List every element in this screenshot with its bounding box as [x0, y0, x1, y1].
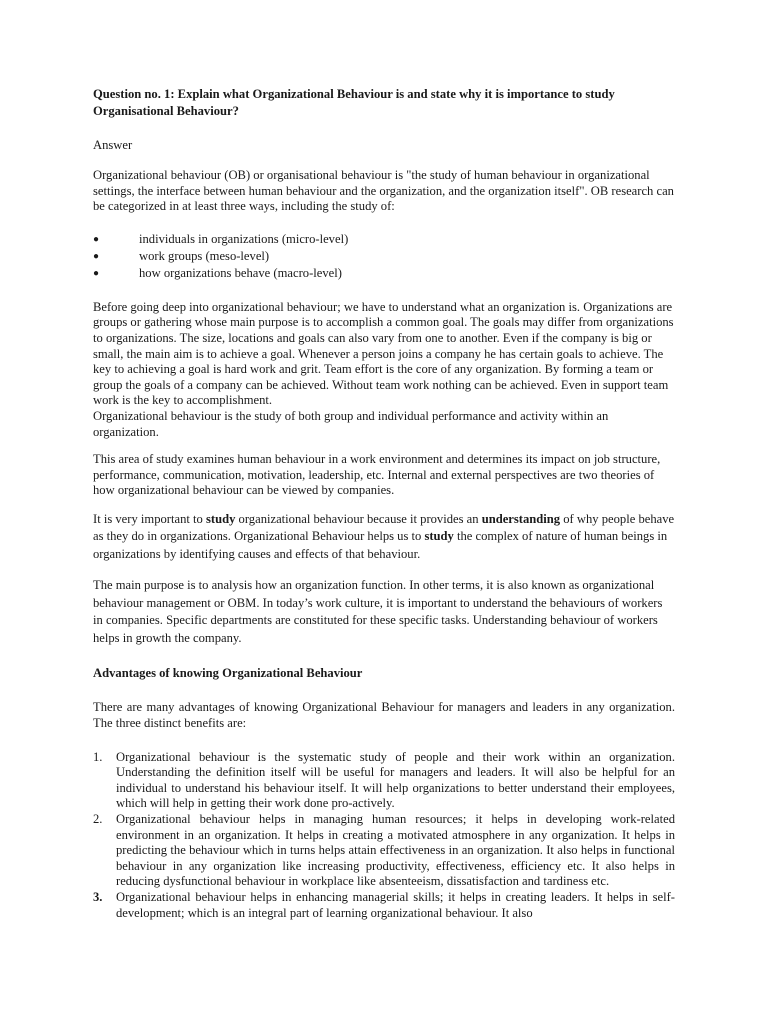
- organization-paragraph: Before going deep into organizational behaviour; we have to understand what an organization is. Organizations are groups or gathering whose main purpose is to accomplish a common goal. The goals may differ from organizations to organizations. The size, locations and goals can also vary from one to another. Even if the company is big or small, the main aim is to achieve a goal. Whenever a person joins a company he has certain goals to achieve. The key to achieving a goal is hard work and grit. Team effort is the core of any organization. By forming a team or group the goals of a company can be achieved. Without team work nothing can be achieved. Even in support team work is the key to accomplishment.: [93, 299, 674, 408]
- advantages-paragraph: There are many advantages of knowing Organizational Behaviour for managers and leaders in any organization. The three distinct benefits are:: [93, 700, 675, 730]
- bullet-icon: ●: [93, 233, 100, 245]
- bold-term: study: [205, 511, 236, 526]
- bullet-icon: ●: [93, 250, 100, 262]
- benefits-list: [93, 750, 675, 922]
- list-number: 2.: [93, 811, 103, 826]
- definition-paragraph: Organizational behaviour is the study of both group and individual performance and activity within an organization.: [93, 408, 609, 439]
- list-number: 3.: [93, 889, 103, 904]
- levels-list: [93, 231, 675, 282]
- importance-paragraph: [93, 511, 675, 564]
- list-item: [93, 248, 675, 265]
- list-item: [93, 750, 675, 812]
- list-item-text: individuals in organizations (micro-level): [139, 231, 349, 246]
- list-item-text: how organizations behave (macro-level): [139, 265, 342, 280]
- advantages-heading: Advantages of knowing Organizational Behaviour: [93, 666, 363, 681]
- purpose-paragraph: The main purpose is to analysis how an organization function. In other terms, it is also known as organizational behaviour management or OBM. In today’s work culture, it is important to understand the behaviours of workers in companies. Specific departments are constituted for these specific tasks. Understanding behaviour of workers helps in growth the company.: [93, 578, 663, 645]
- list-item: [93, 890, 675, 921]
- question-heading: Question no. 1: Explain what Organizational Behaviour is and state why it is importance to study Organisational Behaviour?: [93, 87, 615, 118]
- bold-term: study: [424, 529, 454, 544]
- list-item: [93, 231, 675, 248]
- list-item-text: work groups (meso-level): [139, 248, 270, 263]
- answer-label: Answer: [93, 138, 133, 152]
- list-item-text: Organizational behaviour helps in enhancing managerial skills; it helps in creating leaders. It helps in self-development; which is an integral part of learning organizational behaviour. It also: [116, 889, 675, 920]
- list-number: 1.: [93, 749, 103, 764]
- list-item-text: Organizational behaviour is the systematic study of people and their work within an organization. Understanding the definition itself will be useful for managers and leaders. It will also be helpful for an individual to understand his behaviour itself. It will help organizations to better understand their employees, which will help in getting their work done pro-actively.: [116, 749, 675, 811]
- bullet-icon: ●: [93, 267, 100, 279]
- importance-text: the complex of nature of human beings in organizations by identifying causes and effects of that behaviour.: [93, 529, 668, 561]
- list-item: [93, 812, 675, 890]
- bold-term: understanding: [481, 511, 561, 526]
- importance-text: of why people behave as they do in organizations. Organizational Behaviour helps us to: [93, 511, 675, 544]
- importance-text: It is very important to: [93, 511, 206, 526]
- area-of-study-paragraph: This area of study examines human behaviour in a work environment and determines its impact on job structure, performance, communication, motivation, leadership, etc. Internal and external perspectives are two theories of how organizational behaviour can be viewed by companies.: [93, 452, 661, 498]
- list-item: [93, 265, 675, 282]
- intro-paragraph: Organizational behaviour (OB) or organisational behaviour is "the study of human behaviour in organizational settings, the interface between human behaviour and the organization, and the organization itself". OB research can be categorized in at least three ways, including the study of:: [93, 168, 674, 214]
- document-page: [93, 86, 675, 921]
- list-item-text: Organizational behaviour helps in managing human resources; it helps in developing work-related environment in an organization. It helps in creating a motivated atmosphere in any organization. It helps in predicting the behaviour which in turns helps attain effectiveness in an organization. It also helps in functional behaviour in any organization like increasing productivity, effectiveness, efficiency etc. It also helps in reducing dysfunctional behaviour in workplace like absenteeism, dissatisfaction and tardiness etc.: [116, 811, 675, 889]
- importance-text: organizational behaviour because it provides an: [235, 511, 482, 526]
